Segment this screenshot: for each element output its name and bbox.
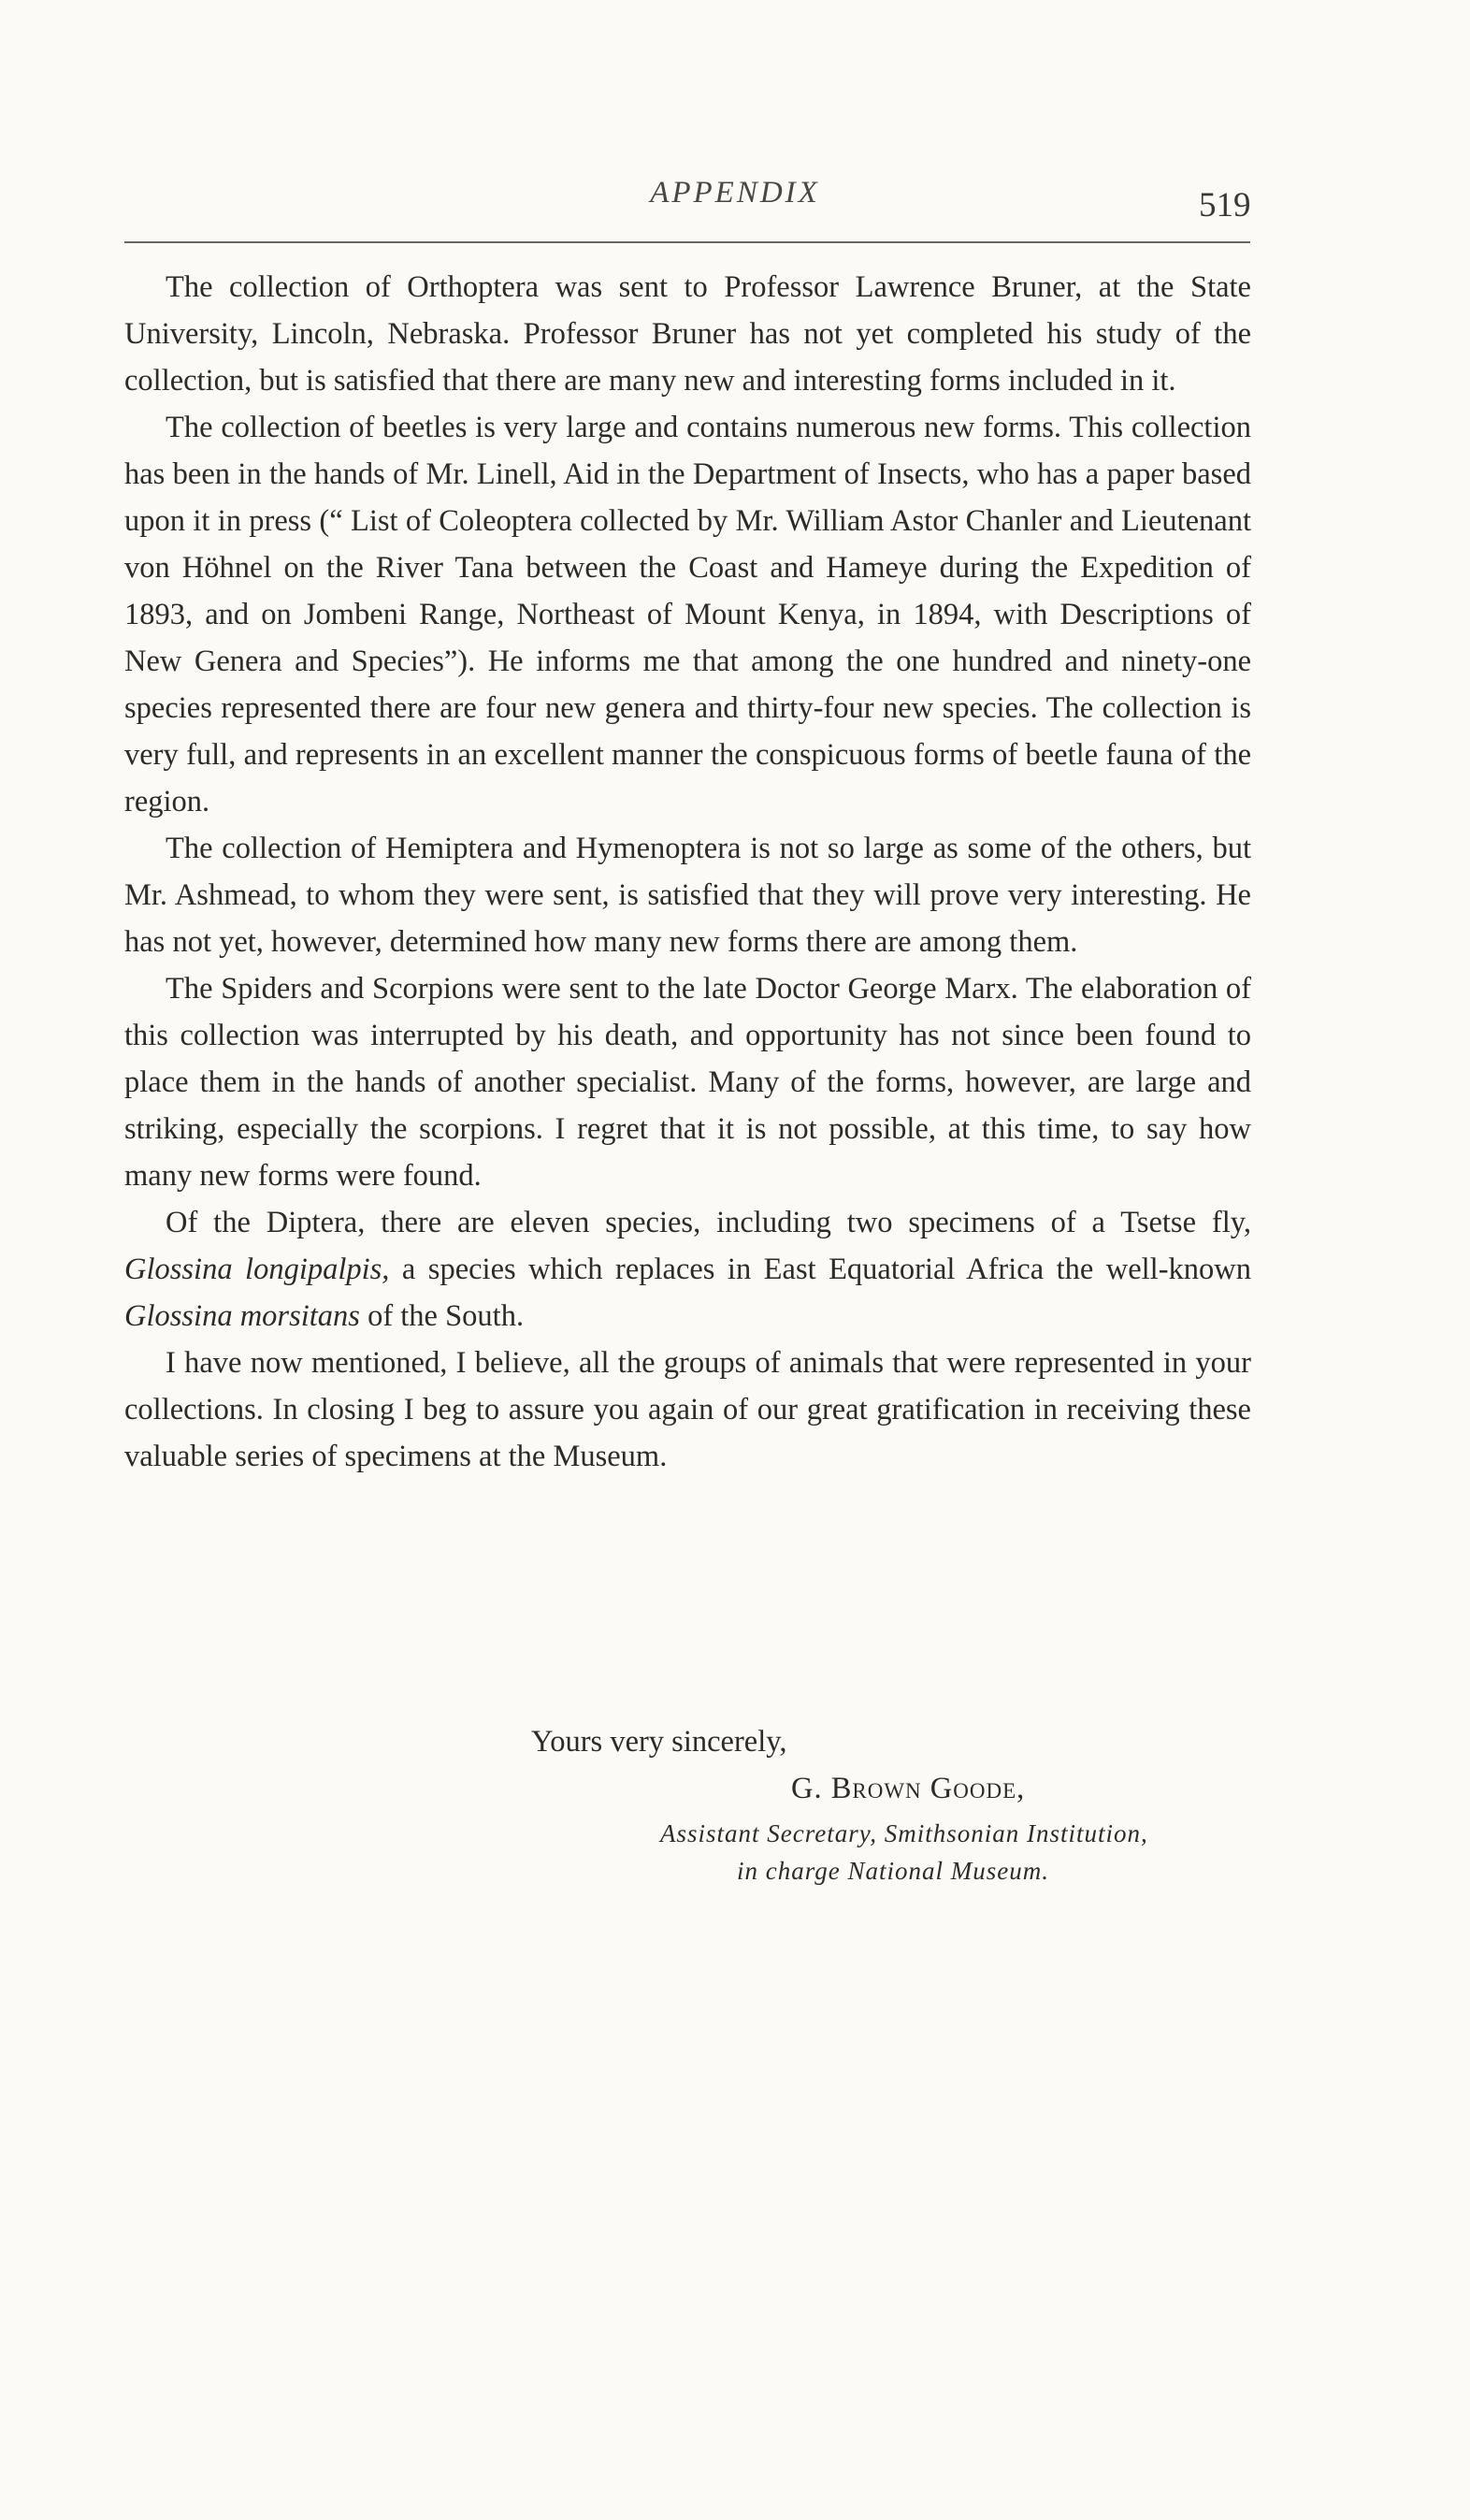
diptera-text-middle: a species which replaces in East Equatorial Africa the well-known bbox=[389, 1253, 1251, 1286]
paragraph-orthoptera: The collection of Orthoptera was sent to Professor Lawrence Bruner, at the State University, Lincoln, Nebraska. Professor Bruner has not yet completed his study of the collection, but is satisfied that there are many new and interesting forms included in it. bbox=[124, 270, 1251, 398]
paragraph-diptera bbox=[124, 1199, 1251, 1340]
running-head: APPENDIX bbox=[650, 176, 820, 210]
diptera-text-before: Of the Diptera, there are eleven species, including two specimens of a Tsetse fly, bbox=[166, 1206, 1251, 1239]
paragraph-beetles: The collection of beetles is very large and contains numerous new forms. This collection has been in the hands of Mr. Linell, Aid in the Department of Insects, who has a paper based upon it in press (“ List of Coleoptera collected by Mr. William Astor Chanler and Lieutenant von Höhnel on the River Tana between the Coast and Hameye during the Expedition of 1893, and on Jombeni Range, Northeast of Mount Kenya, in 1894, with Descriptions of New Genera and Species”). He informs me that among the one hundred and ninety-one species represented there are four new genera and thirty-four new species. The collection is very full, and represents in an excellent manner the conspicuous forms of beetle fauna of the region. bbox=[124, 411, 1251, 818]
paragraph-conclusion: I have now mentioned, I believe, all the groups of animals that were represented in your collections. In closing I beg to assure you again of our great gratification in receiving these valuable series of specimens at the Museum. bbox=[124, 1346, 1251, 1473]
paragraph-hemiptera: The collection of Hemiptera and Hymenoptera is not so large as some of the others, but Mr. Ashmead, to whom they were sent, is satisfied that they will prove very interesting. He has not yet, however, determined how many new forms there are among them. bbox=[124, 832, 1251, 959]
signature: G. Brown Goode, bbox=[791, 1772, 1026, 1805]
signer-title-line-1: Assistant Secretary, Smithsonian Institution, bbox=[660, 1819, 1148, 1847]
valediction: Yours very sincerely, bbox=[531, 1725, 787, 1759]
paragraph-spiders: The Spiders and Scorpions were sent to the late Doctor George Marx. The elaboration of this collection was interrupted by his death, and opportunity has not since been found to place them in the hands of another specialist. Many of the forms, however, are large and striking, especially the scorpions. I regret that it is not possible, at this time, to say how many new forms were found. bbox=[124, 972, 1251, 1193]
diptera-text-after: of the South. bbox=[359, 1299, 525, 1333]
species-name-longipalpis: Glossina longipalpis, bbox=[124, 1253, 390, 1286]
page-number: 519 bbox=[1199, 186, 1251, 224]
species-name-morsitans: Glossina morsitans bbox=[124, 1299, 360, 1333]
letter-body bbox=[124, 264, 1251, 1480]
signer-title-line-2: in charge National Museum. bbox=[737, 1857, 1049, 1885]
header-rule bbox=[124, 241, 1250, 243]
